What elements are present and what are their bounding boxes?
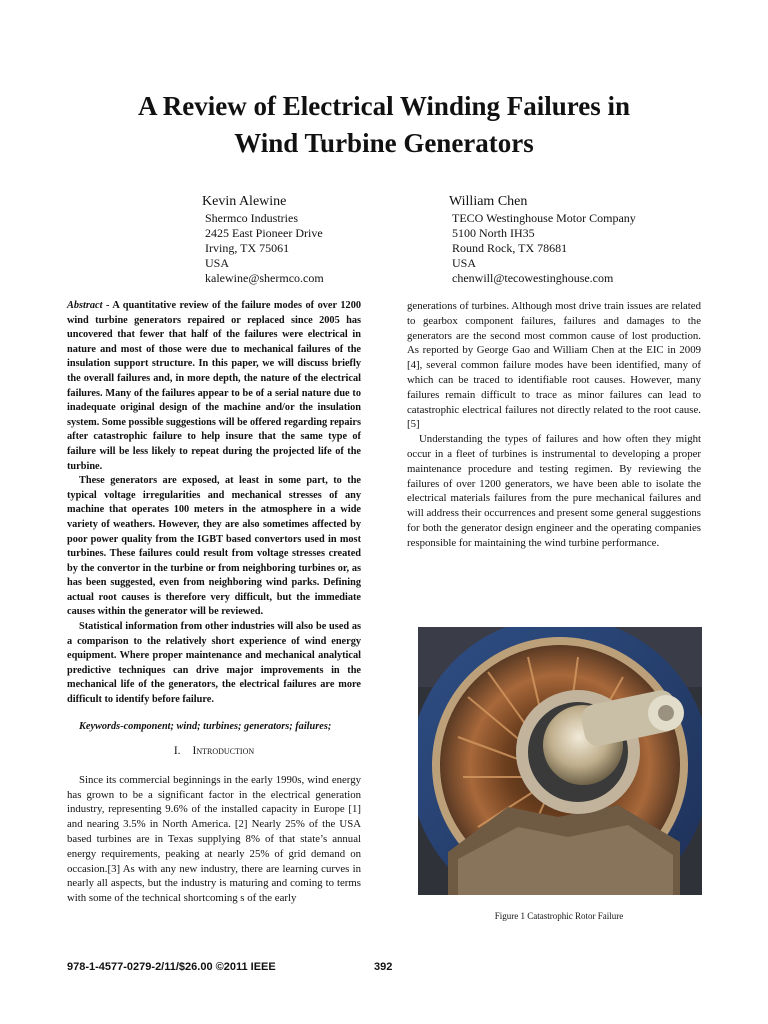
- author-email: kalewine@shermco.com: [205, 271, 324, 285]
- intro-body: [67, 773, 361, 906]
- right-column: [407, 299, 701, 551]
- author-name: William Chen: [449, 194, 528, 209]
- author-address-city: Irving, TX 75061: [205, 241, 290, 255]
- author-email: chenwill@tecowestinghouse.com: [452, 271, 614, 285]
- author-org: TECO Westinghouse Motor Company: [452, 211, 636, 225]
- author-address-line: 5100 North IH35: [452, 226, 535, 240]
- abstract-paragraph-1: [67, 299, 361, 474]
- body-paragraph-continued: generations of turbines. Although most drive train issues are related to gearbox component failures, failures and damages to the generators are the second most common cause of lost production. As reported by George Gao and William Chen at the EIC in 2009 [4], several common failure modes have been identified, many of which can be traced to identifiable root causes. However, many failures remain difficult to trace as minor failures can lead to catastrophic electrical failures not directly related to the root cause. [5]: [407, 300, 701, 431]
- author-address-city: Round Rock, TX 78681: [452, 241, 568, 255]
- title-line-1: A Review of Electrical Winding Failures in: [138, 91, 630, 121]
- author-country: USA: [205, 256, 230, 270]
- footer-copyright: 978-1-4577-0279-2/11/$26.00 ©2011 IEEE: [67, 961, 276, 973]
- figure-rotor-photo: [418, 627, 702, 895]
- keywords: Keywords-component; wind; turbines; generators; failures;: [79, 720, 332, 732]
- paper-title: [0, 88, 768, 162]
- author-address-line: 2425 East Pioneer Drive: [205, 226, 323, 240]
- title-line-2: Wind Turbine Generators: [234, 128, 534, 158]
- author-block-alewine: [202, 193, 324, 286]
- intro-paragraph-1: Since its commercial beginnings in the early 1990s, wind energy has grown to be a significant factor in the electrical generation industry, representing 9.6% of the installed capacity in Europe [1] and nearing 3.5% in North America. [2] Nearly 25% of the USA based turbines are in Texas supplying 8% of that state’s annual energy requirements, peaking at nearly 25% of grid demand on occasion.[3] As with any new industry, there are learning curves in nearly all aspects, but the industry is maturing and coming to terms with some of the technical shortcoming s of the early: [67, 773, 361, 905]
- author-block-chen: [449, 193, 636, 286]
- figure-caption: Figure 1 Catastrophic Rotor Failure: [494, 911, 624, 921]
- abstract-text: - A quantitative review of the failure modes of over 1200 wind turbine generators repaired or replaced since 2005 has uncovered that fewer that half of the failures were electrical in nature and most of those were due to mechanical failures of the insulation support structure. In this paper, we will discuss briefly the overall failures and, in more depth, the nature of the electrical failures. Many of the failures appear to be of a serial nature due to inadequate original design of the machine and/or the insulation system. Some possible suggestions will be offered regarding repairs after catastrophic failure to help insure that the same type of failure will be less likely to repeat during the projected life of the turbine.: [67, 300, 361, 472]
- section-heading: [67, 744, 361, 759]
- author-country: USA: [452, 256, 477, 270]
- rotor-failure-image: [418, 627, 702, 895]
- abstract-label: Abstract: [67, 300, 103, 311]
- abstract-paragraph-2: These generators are exposed, at least in some part, to the typical voltage irregularities and mechanical stresses of any machine that operates 100 meters in the atmosphere in a wide variety of weathers. However, they are also sometimes affected by poor power quality from the IGBT based convertors used in most turbines. These failures could result from voltage stresses created by the convertor in the turbine or from neighboring turbines or, as has been suggested, even from neighboring wind parks. Defining actual root causes is therefore very difficult, but the immediate causes within the generator will be reviewed.: [67, 475, 361, 618]
- abstract-paragraph-3: Statistical information from other industries will also be used as a comparison to the relatively short experience of wind energy equipment. Where proper maintenance and mechanical analytical predictive techniques can drive major improvements in the mechanical life of the generators, the electrical failures are more difficult to identify before failure.: [67, 621, 361, 706]
- author-org: Shermco Industries: [205, 211, 298, 225]
- page-number: 392: [374, 961, 393, 973]
- section-number: I.: [173, 745, 181, 758]
- left-column: [67, 299, 361, 906]
- author-name: Kevin Alewine: [202, 194, 287, 209]
- section-title: Introduction: [192, 745, 255, 758]
- body-paragraph-2: Understanding the types of failures and how often they might occur in a fleet of turbines is instrumental to developing a proper maintenance procedure and testing regimen. By reviewing the failures of over 1200 generators, we have been able to isolate the electrical materials failures from the pure mechanical failures and will address their occurrences and present some general suggestions for both the generator design engineer and the operating companies responsible for maintaining the wind turbine performance.: [407, 433, 701, 549]
